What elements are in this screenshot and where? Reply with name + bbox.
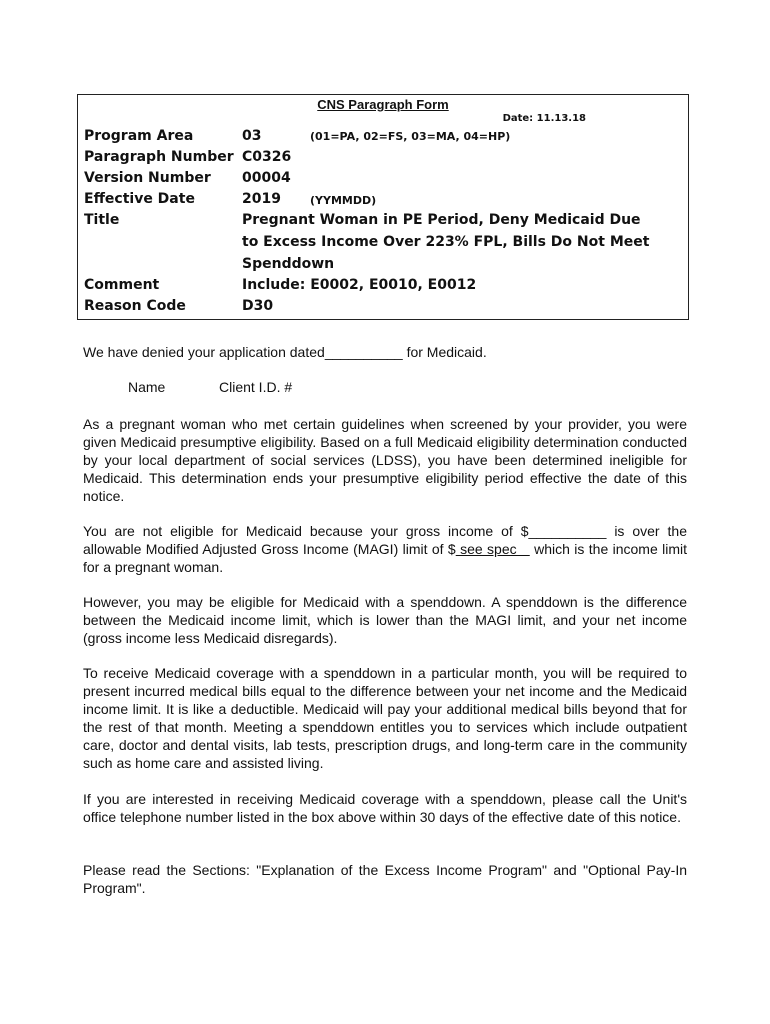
title-label: Title [84,212,120,228]
intro-sentence [83,344,487,360]
paragraph-spenddown-coverage: To receive Medicaid coverage with a spenddown in a particular month, you will be required to present incurred medical bills equal to the difference between your net income and the Medicaid income limit. It is like a deductible. Medicaid will pay your additional medical bills beyond that for the rest of that month. Meeting a spenddown entitles you to services which include outpatient care, doctor and dental visits, lab tests, prescription drugs, and long-term care in the community such as home care and assisted living. [83,665,687,771]
gross-income-blank: __________ [528,523,607,539]
paragraph-read-sections: Please read the Sections: "Explanation of the Excess Income Program" and "Optional Pay-In Program". [83,862,687,896]
intro-text-after: for Medicaid. [402,344,487,360]
form-header-box [77,94,689,320]
paragraph-number-value: C0326 [242,149,292,165]
name-label: Name [128,379,166,395]
paragraph-spenddown-definition: However, you may be eligible for Medicaid with a spenddown. A spenddown is the difference between the Medicaid income limit, which is lower than the MAGI limit, and your net income (gross income less Medicaid disregards). [83,594,687,646]
magi-limit-blank: see spec [455,541,530,557]
program-area-label: Program Area [84,128,194,144]
paragraph-contact-unit: If you are interested in receiving Medicaid coverage with a spenddown, please call the Unit's office telephone number listed in the box above within 30 days of the effective date of this notice. [83,791,687,825]
program-area-note: (01=PA, 02=FS, 03=MA, 04=HP) [310,130,511,143]
title-value-line2: to Excess Income Over 223% FPL, Bills Do Not Meet [242,234,650,250]
comment-value: Include: E0002, E0010, E0012 [242,277,477,293]
effective-date-label: Effective Date [84,191,195,207]
application-date-blank: __________ [324,344,403,360]
paragraph-income-limit [83,522,687,576]
reason-code-value: D30 [242,298,274,314]
version-number-value: 00004 [242,170,291,186]
income-text-c: which is the income limit for a pregnant woman. [83,541,688,575]
title-value-line1: Pregnant Woman in PE Period, Deny Medicaid Due [242,212,641,228]
income-text-b: is over the allowable Modified Adjusted Gross Income (MAGI) limit of $ [83,523,687,557]
form-title: CNS Paragraph Form [317,97,449,112]
paragraph-presumptive-eligibility: As a pregnant woman who met certain guidelines when screened by your provider, you were given Medicaid presumptive eligibility. Based on a full Medicaid eligibility determination conducted by your local department of social services (LDSS), you have been determined ineligible for Medicaid. This determination ends your presumptive eligibility period effective the date of this notice. [83,416,687,504]
form-date: Date: 11.13.18 [502,113,586,124]
effective-date-value: 2019 [242,191,281,207]
effective-date-note: (YYMMDD) [310,194,377,207]
reason-code-label: Reason Code [84,298,186,314]
paragraph-number-label: Paragraph Number [84,149,234,165]
comment-label: Comment [84,277,160,293]
income-text-a: You are not eligible for Medicaid because your gross income of $ [83,523,529,539]
client-id-label: Client I.D. # [219,379,293,395]
title-value-line3: Spenddown [242,256,335,272]
intro-text-before: We have denied your application dated [83,344,325,360]
version-number-label: Version Number [84,170,211,186]
program-area-value: 03 [242,128,262,144]
